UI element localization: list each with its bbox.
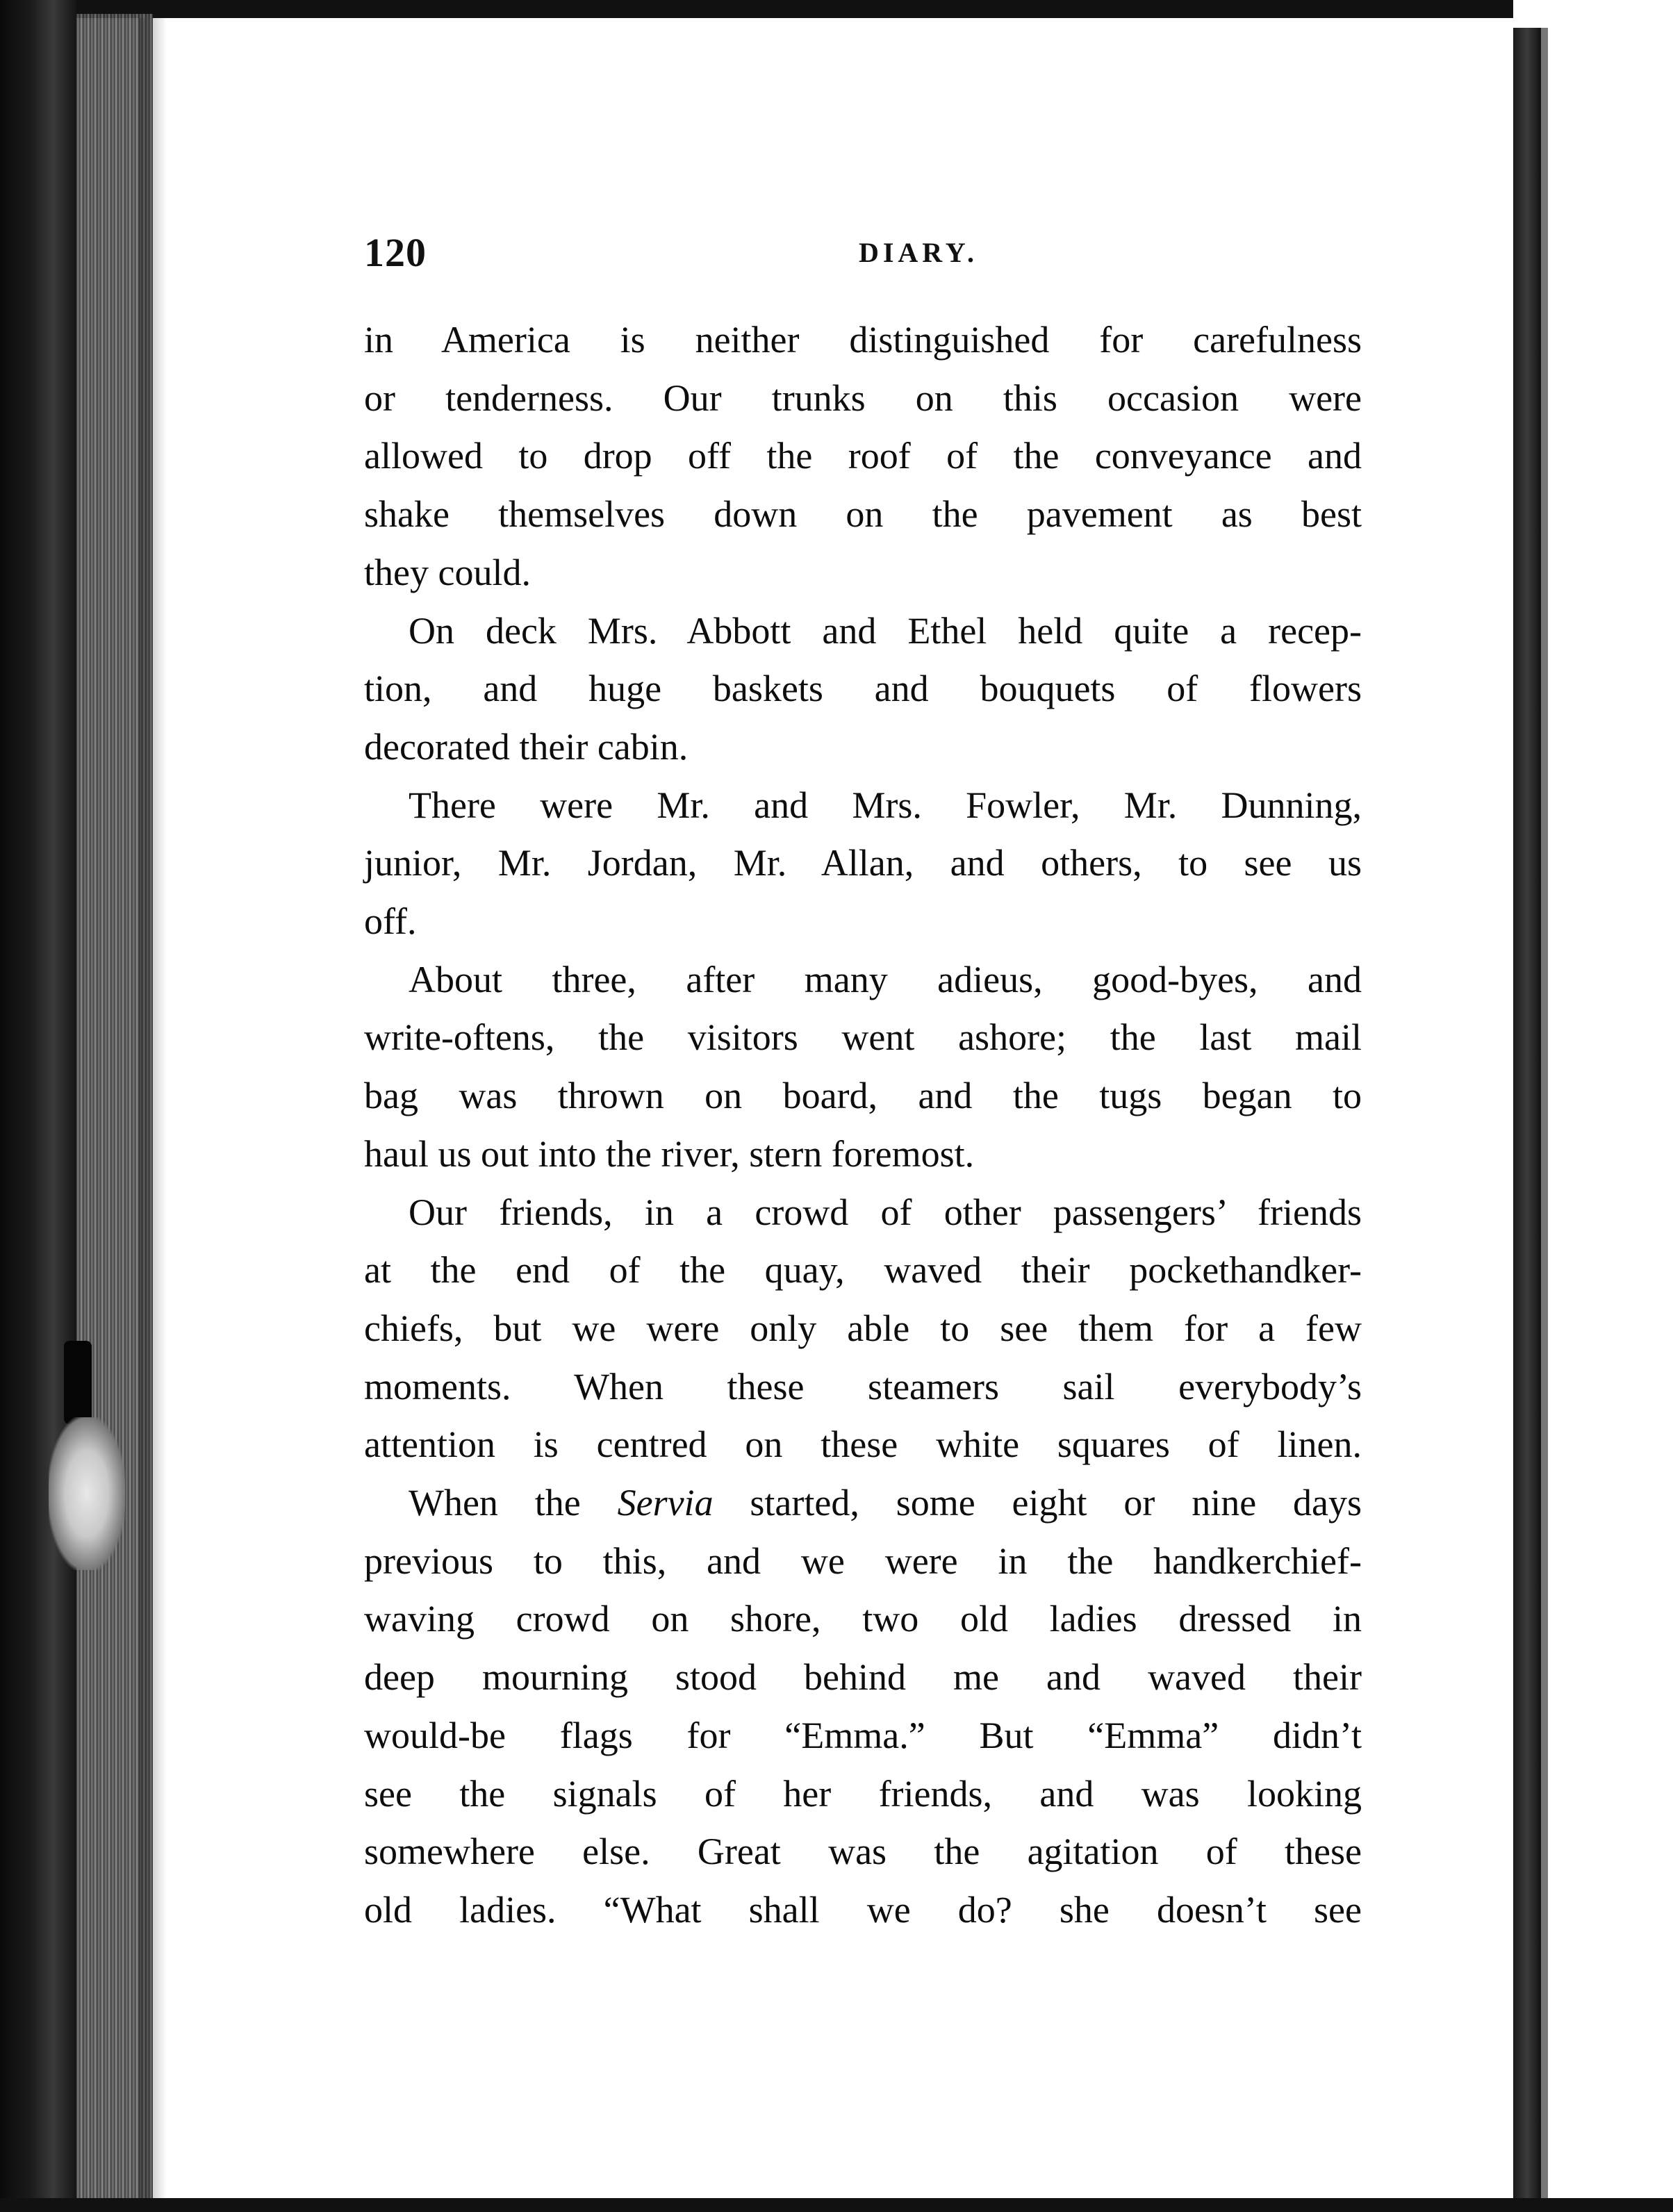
paragraph — [364, 777, 1362, 951]
facing-page-strip — [1541, 28, 1548, 2202]
text-line: at the end of the quay, waved their pockethandker- — [364, 1249, 1362, 1291]
text-line: in America is neither distinguished for carefulness — [364, 319, 1362, 361]
text-line — [364, 777, 1362, 835]
paragraph — [364, 311, 1362, 602]
text-line: write-oftens, the visitors went ashore; the last mail — [364, 1016, 1362, 1059]
paragraph — [364, 602, 1362, 777]
text-line: previous to this, and we were in the handkerchief- — [364, 1540, 1362, 1582]
binding-mark — [64, 1341, 92, 1424]
paragraph — [364, 1184, 1362, 1475]
scan-border-bottom — [0, 2198, 1673, 2212]
text-line: deep mourning stood behind me and waved their — [364, 1656, 1362, 1699]
text-line — [364, 951, 1362, 1009]
text-line: allowed to drop off the roof of the conveyance and — [364, 435, 1362, 477]
text-line: bag was thrown on board, and the tugs began to — [364, 1075, 1362, 1117]
text-line — [364, 602, 1362, 661]
text-line-content: On deck Mrs. Abbott and Ethel held quite a recep- — [409, 609, 1362, 652]
binding-blot — [49, 1417, 125, 1570]
running-title: DIARY. — [858, 237, 979, 268]
gutter-shadow — [139, 18, 167, 2206]
book-spine-edge — [0, 0, 76, 2212]
text-line: or tenderness. Our trunks on this occasion were — [364, 377, 1362, 419]
ship-name: Servia — [617, 1482, 714, 1524]
text-line-content: There were Mr. and Mrs. Fowler, Mr. Dunning, — [409, 784, 1362, 826]
text-line: shake themselves down on the pavement as best — [364, 493, 1362, 536]
text-line-content: Our friends, in a crowd of other passengers’ friends — [409, 1191, 1362, 1233]
text-line — [364, 1184, 1362, 1242]
text-line: moments. When these steamers sail everybody’s — [364, 1365, 1362, 1408]
text-line: chiefs, but we were only able to see them for a few — [364, 1307, 1362, 1349]
text-line: would-be flags for “Emma.” But “Emma” didn’t — [364, 1714, 1362, 1756]
facing-page-edge — [1513, 28, 1541, 2202]
text-line: somewhere else. Great was the agitation of these — [364, 1831, 1362, 1873]
text-line: see the signals of her friends, and was looking — [364, 1772, 1362, 1815]
text-line: junior, Mr. Jordan, Mr. Allan, and others, to see us — [364, 842, 1362, 884]
text-line: haul us out into the river, stern foremost. — [364, 1132, 975, 1175]
page-number: 120 — [364, 230, 427, 275]
text-line: decorated their cabin. — [364, 725, 689, 768]
text-line — [364, 1474, 1362, 1533]
text-line: attention is centred on these white squares of linen. — [364, 1423, 1362, 1466]
text-line-content: About three, after many adieus, good-byes, and — [409, 958, 1362, 1000]
text-line-content: When the — [409, 1482, 618, 1524]
text-line: off. — [364, 900, 417, 943]
body-text — [364, 311, 1362, 1940]
text-line: they could. — [364, 551, 531, 593]
text-line: tion, and huge baskets and bouquets of flowers — [364, 668, 1362, 710]
text-line-content: started, some eight or nine days — [713, 1482, 1362, 1524]
text-line: waving crowd on shore, two old ladies dressed in — [364, 1598, 1362, 1640]
text-line: old ladies. “What shall we do? she doesn’t see — [364, 1888, 1362, 1931]
paragraph — [364, 951, 1362, 1184]
running-head — [364, 229, 1362, 278]
scan-border-top — [0, 0, 1673, 18]
paragraph — [364, 1474, 1362, 1940]
